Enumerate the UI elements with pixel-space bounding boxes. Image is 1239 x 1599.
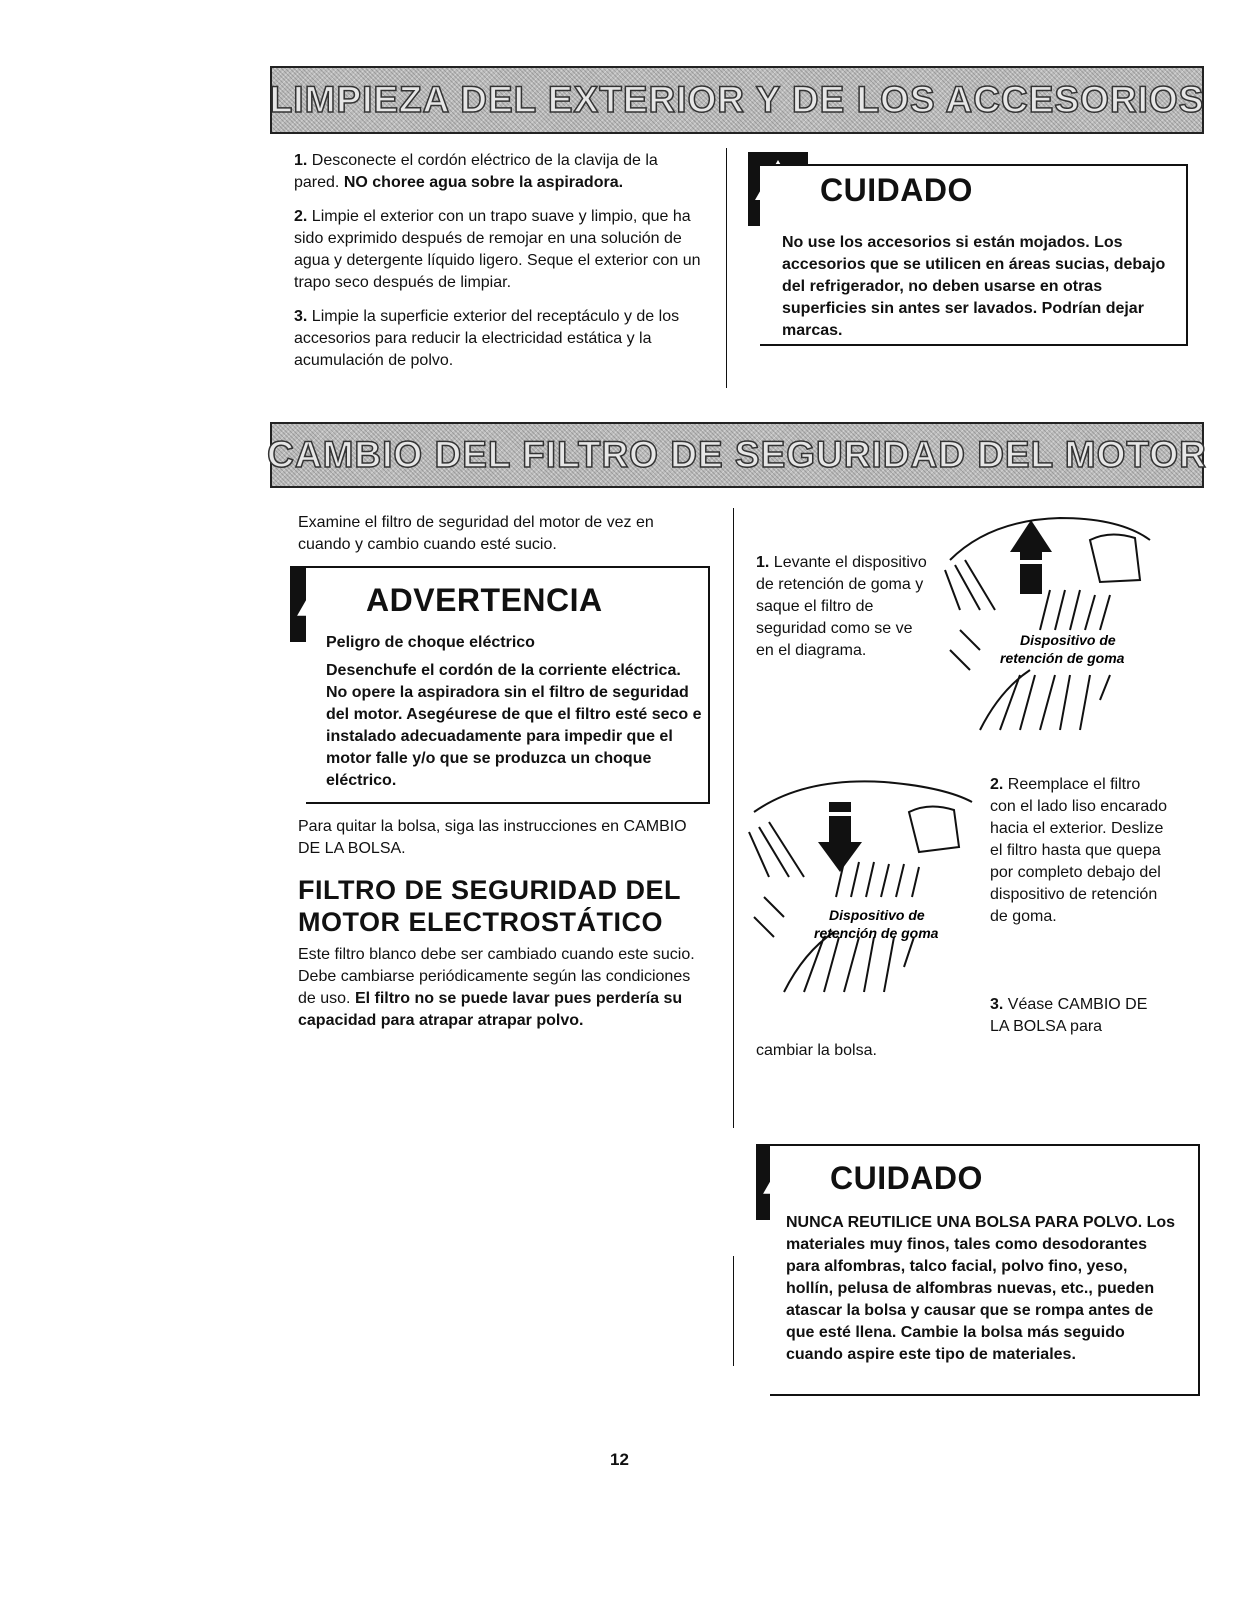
bag-note: Para quitar la bolsa, siga las instrucciones en CAMBIO DE LA BOLSA. xyxy=(298,818,687,857)
diagram1-label-line2: retención de goma xyxy=(1000,650,1125,666)
filter-heading-line-2: MOTOR ELECTROSTÁTICO xyxy=(298,907,663,937)
cleaning-step-3: 3. Limpie la superficie exterior del receptáculo y de los accesorios para reducir la electricidad estática y la acumulación de polvo. xyxy=(294,308,680,369)
filter-text: Este filtro blanco debe ser cambiado cuando este sucio. Debe cambiarse periódicamente según las condiciones de uso. El filtro no se puede lavar pues perdería su capacidad para atrapar atrapar polvo. xyxy=(298,946,695,1029)
banner-title: LIMPIEZA DEL EXTERIOR Y DE LOS ACCESORIOS xyxy=(269,79,1205,120)
banner-title: CAMBIO DEL FILTRO DE SEGURIDAD DEL MOTOR xyxy=(267,434,1207,475)
filter-step-2: 2. Reemplace el filtro con el lado liso encarado hacia el exterior. Deslize el filtro hasta que quepa por completo debajo del dispositivo de retención de goma. xyxy=(990,776,1168,925)
diagram1-label-line1: Dispositivo de xyxy=(1020,632,1116,648)
diagram2-label-line2: retención de goma xyxy=(814,925,939,941)
cleaning-step-1: 1. Desconecte el cordón eléctrico de la clavija de la pared. NO choree agua sobre la aspiradora. xyxy=(294,152,658,191)
filter-step-3-cont: cambiar la bolsa. xyxy=(756,1042,877,1059)
filter-removal-diagram xyxy=(940,500,1170,740)
diagram2-label-line1: Dispositivo de xyxy=(829,907,925,923)
filter-step-1: 1. Levante el dispositivo de retención de goma y saque el filtro de seguridad como se ve en el diagrama. xyxy=(756,554,927,659)
caution-title: CUIDADO xyxy=(830,1160,983,1196)
filter-heading-line-1: FILTRO DE SEGURIDAD DEL xyxy=(298,875,682,905)
filter-insert-diagram xyxy=(744,772,980,1004)
column-divider-lower xyxy=(733,1256,734,1366)
section-banner-motor-filter xyxy=(267,422,1207,488)
section-banner-cleaning xyxy=(270,66,1204,134)
caution-title: CUIDADO xyxy=(820,172,973,208)
warning-body: Desenchufe el cordón de la corriente eléctrica. No opere la aspiradora sin el filtro de seguridad del motor. Asegéurese de que el filtro esté seco e instalado adecuadamente para impedir que el motor falle y/o que se produzca un choque eléctrico. xyxy=(326,662,702,789)
intro-text: Examine el filtro de seguridad del motor de vez en cuando y cambio cuando esté sucio. xyxy=(298,514,654,553)
caution-body: NUNCA REUTILICE UNA BOLSA PARA POLVO. Los materiales muy finos, tales como desodorantes para alfombras, talco facial, polvo fino, yeso, hollín, pelusa de alfombras nuevas, etc., pueden atascar la bolsa y causar que se rompa antes de que esté llena. Cambie la bolsa más seguido cuando aspire este tipo de materiales. xyxy=(786,1214,1176,1363)
filter-step-3: 3. Véase CAMBIO DE LA BOLSA para xyxy=(990,996,1148,1035)
cleaning-step-2: 2. Limpie el exterior con un trapo suave y limpio, que ha sido exprimido después de remojar en una solución de agua y detergente líquido ligero. Seque el exterior con un trapo seco después de limpiar. xyxy=(294,208,701,291)
warning-title: ADVERTENCIA xyxy=(366,582,603,618)
column-divider xyxy=(726,148,727,388)
caution-body: No use los accesorios si están mojados. Los accesorios que se utilicen en áreas sucias, debajo del refrigerador, no deben usarse en otras superficies sin antes ser lavados. Podrían dejar marcas. xyxy=(782,234,1166,339)
warning-subtitle: Peligro de choque eléctrico xyxy=(326,634,535,651)
column-divider xyxy=(733,508,734,1128)
page-number: 12 xyxy=(610,1450,629,1469)
